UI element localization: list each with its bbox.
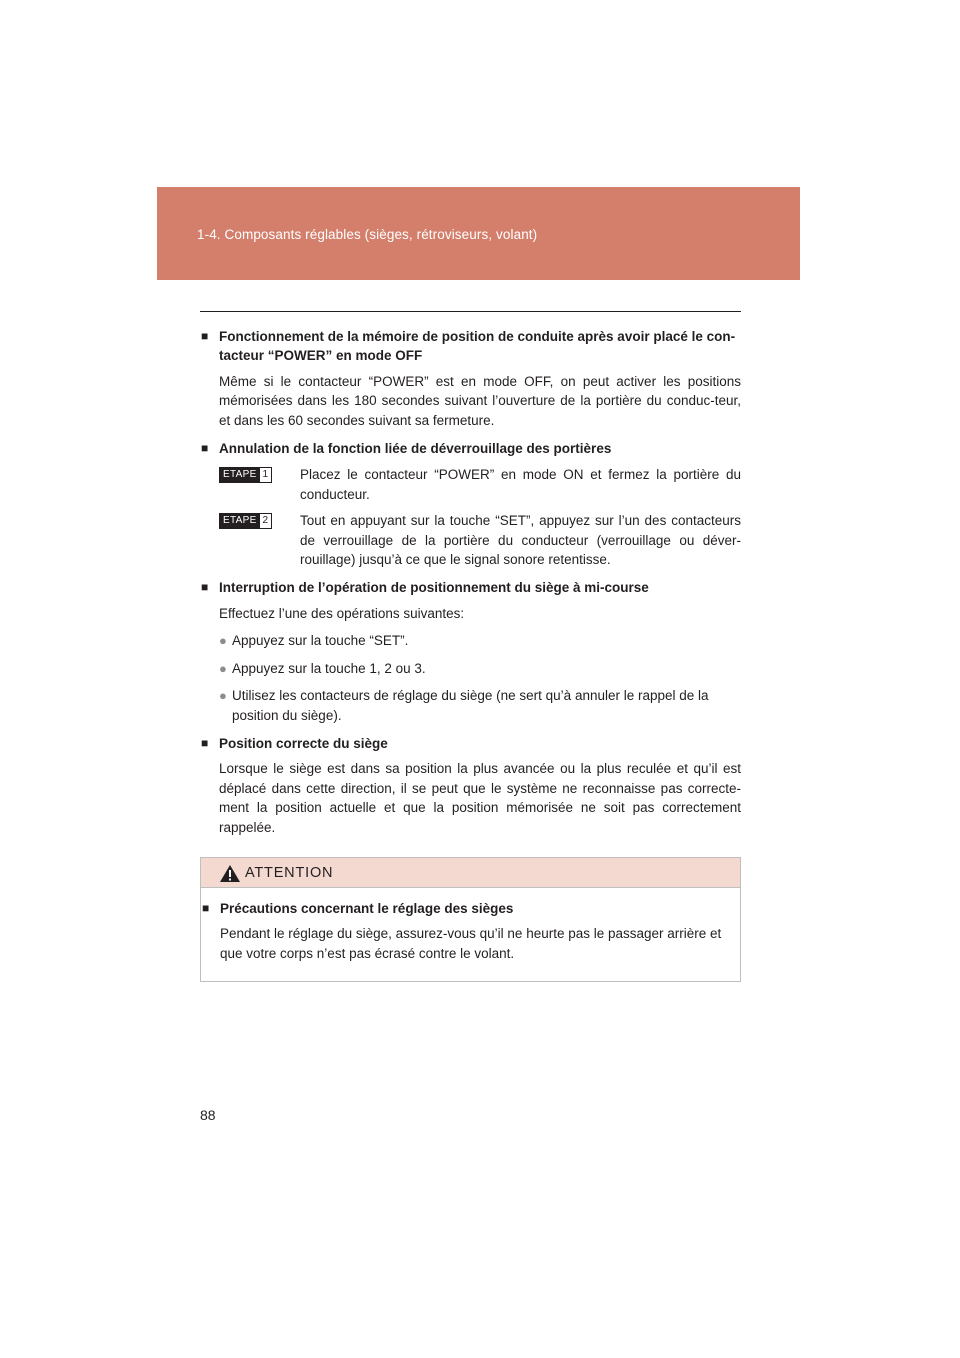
section-interruption: [200, 578, 741, 724]
square-bullet-icon: ■: [201, 735, 209, 750]
section-memory-power-off: [200, 327, 741, 430]
step-2: [219, 511, 741, 569]
step-text: Tout en appuyant sur la touche “SET”, appuyez sur l’un des contacteurs de verrouillage de la portière du conducteur (verrouillage ou déver-rouillage) jusqu’à ce que le signal sonore retentisse.: [300, 513, 741, 568]
page-number: 88: [200, 1107, 216, 1123]
section-door-unlock-cancel: [200, 439, 741, 569]
square-bullet-icon: ■: [201, 329, 209, 343]
section-seat-position: [200, 734, 741, 837]
section-heading: ■ Fonctionnement de la mémoire de position de conduite après avoir placé le con-tacteur “POWER” en mode OFF: [201, 329, 736, 364]
square-bullet-icon: ■: [202, 901, 210, 915]
section-heading: ■ Interruption de l’opération de positionnement du siège à mi-course: [200, 578, 741, 597]
circle-bullet-icon: ●: [219, 660, 227, 676]
step-text: Placez le contacteur “POWER” en mode ON et fermez la portière du conducteur.: [300, 467, 741, 502]
step-1: [219, 465, 741, 504]
section-text: Effectuez l’une des opérations suivantes:: [219, 605, 465, 621]
attention-text: Pendant le réglage du siège, assurez-vous qu’il ne heurte pas le passager arrière et que votre corps n’est pas écrasé contre le volant.: [220, 926, 722, 961]
warning-triangle-icon: [219, 864, 241, 883]
section-text: Lorsque le siège est dans sa position la plus avancée ou la plus reculée et qu’il est déplacé dans cette direction, il se peut que le système ne reconnaisse pas correcte-ment la position actuelle et que la position mémorisée ne soit pas correctement rappelée.: [219, 761, 741, 835]
section-text: Même si le contacteur “POWER” est en mode OFF, on peut activer les positions mémorisées dans les 180 secondes suivant l’ouverture de la portière du conduc-teur, et dans les 60 secondes suivant sa fermeture.: [219, 373, 741, 428]
square-bullet-icon: ■: [201, 441, 209, 456]
chapter-header-band: [157, 187, 800, 280]
chapter-title: 1-4. Composants réglables (sièges, rétroviseurs, volant): [197, 227, 538, 242]
attention-box: [200, 857, 741, 982]
list-item: ● Appuyez sur la touche “SET”.: [219, 631, 741, 650]
attention-heading: ■ Précautions concernant le réglage des sièges: [202, 901, 514, 916]
header-rule: [200, 311, 741, 312]
circle-bullet-icon: ●: [219, 688, 227, 704]
step-badge: ETAPE 2: [219, 513, 272, 529]
circle-bullet-icon: ●: [219, 633, 227, 649]
attention-title: ATTENTION: [245, 865, 334, 881]
main-content: [200, 327, 741, 846]
attention-header: [201, 858, 740, 888]
square-bullet-icon: ■: [201, 580, 209, 595]
list-item: ● Utilisez les contacteurs de réglage du siège (ne sert qu’à annuler le rappel de la position du siège).: [219, 688, 709, 723]
list-item: ● Appuyez sur la touche 1, 2 ou 3.: [219, 659, 741, 678]
step-badge: ETAPE 1: [219, 467, 272, 483]
section-heading: ■ Annulation de la fonction liée de déverrouillage des portières: [200, 439, 741, 458]
attention-body: [201, 888, 740, 964]
section-heading: ■ Position correcte du siège: [200, 734, 741, 753]
